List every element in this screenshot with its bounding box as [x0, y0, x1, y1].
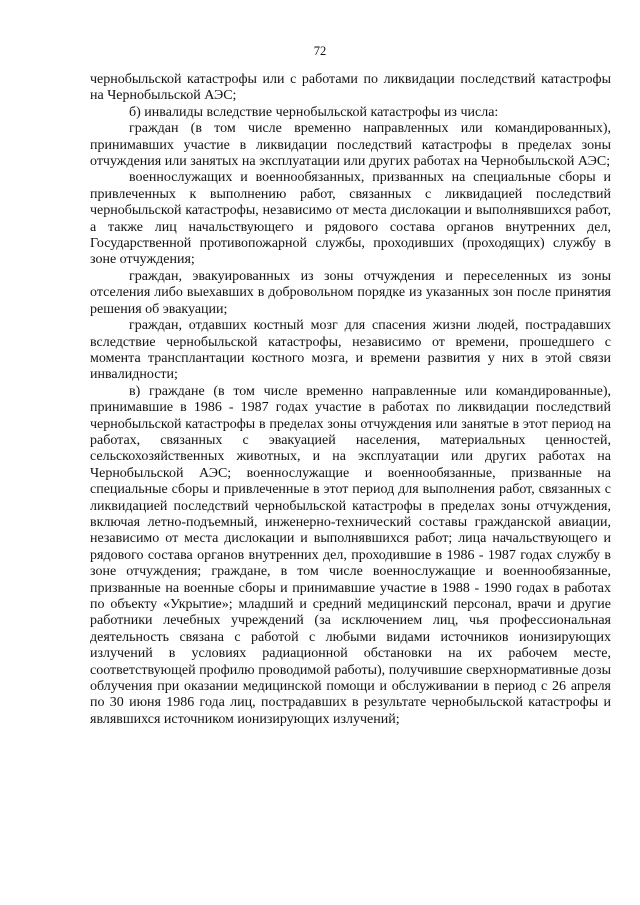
document-body — [90, 72, 611, 728]
paragraph-item-b-heading: б) инвалиды вследствие чернобыльской катастрофы из числа: — [129, 104, 499, 120]
paragraph-evacuated-citizens: граждан, эвакуированных из зоны отчуждения и переселенных из зоны отселения либо выехавших в добровольном порядке из указанных зон после принятия решения об эвакуации; — [90, 268, 611, 317]
paragraph-bone-marrow-donors: граждан, отдавших костный мозг для спасения жизни людей, пострадавших вследствие чернобыльской катастрофы, независимо от времени, прошедшего с момента трансплантации костного мозга, и времени развития у них в этой связи инвалидности; — [90, 318, 611, 383]
page-number: 72 — [313, 44, 327, 58]
paragraph-continuation: чернобыльской катастрофы или с работами по ликвидации последствий катастрофы на Чернобыльской АЭС; — [90, 72, 611, 104]
paragraph-liquidators-at-chnpp: граждан (в том числе временно направленных или командированных), принимавших участие в ликвидации последствий катастрофы в пределах зоны отчуждения или занятых на эксплуатации или других работах на Чернобыльской АЭС; — [90, 121, 611, 170]
paragraph-military-personnel: военнослужащих и военнообязанных, призванных на специальные сборы и привлеченных к выполнению работ, связанных с ликвидацией последствий чернобыльской катастрофы, независимо от места дислокации и выполнявшихся работ, а также лиц начальствующего и рядового состава органов внутренних дел, Государственной противопожарной службы, проходивших (проходящих) службу в зоне отчуждения; — [90, 170, 611, 268]
paragraph-item-c: в) граждане (в том числе временно направленные или командированные), принимавшие в 1986 - 1987 годах участие в работах по ликвидации последствий чернобыльской катастрофы в пределах зоны отчуждения или занятые в этот период на работах, связанных с эвакуацией населения, материальных ценностей, сельскохозяйственных животных, и на эксплуатации или других работах на Чернобыльской АЭС; военнослужащие и военнообязанные, призванные на специальные сборы и привлеченные в этот период для выполнения работ, связанных с ликвидацией последствий чернобыльской катастрофы в пределах зоны отчуждения, включая летно-подъемный, инженерно-технический составы гражданской авиации, независимо от места дислокации и выполнявшихся работ; лица начальствующего и рядового состава органов внутренних дел, проходившие в 1986 - 1987 годах службу в зоне отчуждения; граждане, в том числе военнослужащие и военнообязанные, призванные на военные сборы и принимавшие участие в 1988 - 1990 годах в работах по объекту «Укрытие»; младший и средний медицинский персонал, врачи и другие работники лечебных учреждений (за исключением лиц, чья профессиональная деятельность связана с работой с любыми видами источников ионизирующих излучений в условиях радиационной обстановки на их рабочем месте, соответствующей профилю проводимой работы), получившие сверхнормативные дозы облучения при оказании медицинской помощи и обслуживании в период с 26 апреля по 30 июня 1986 года лиц, пострадавших в результате чернобыльской катастрофы и являвшихся источником ионизирующих излучений; — [90, 383, 611, 727]
